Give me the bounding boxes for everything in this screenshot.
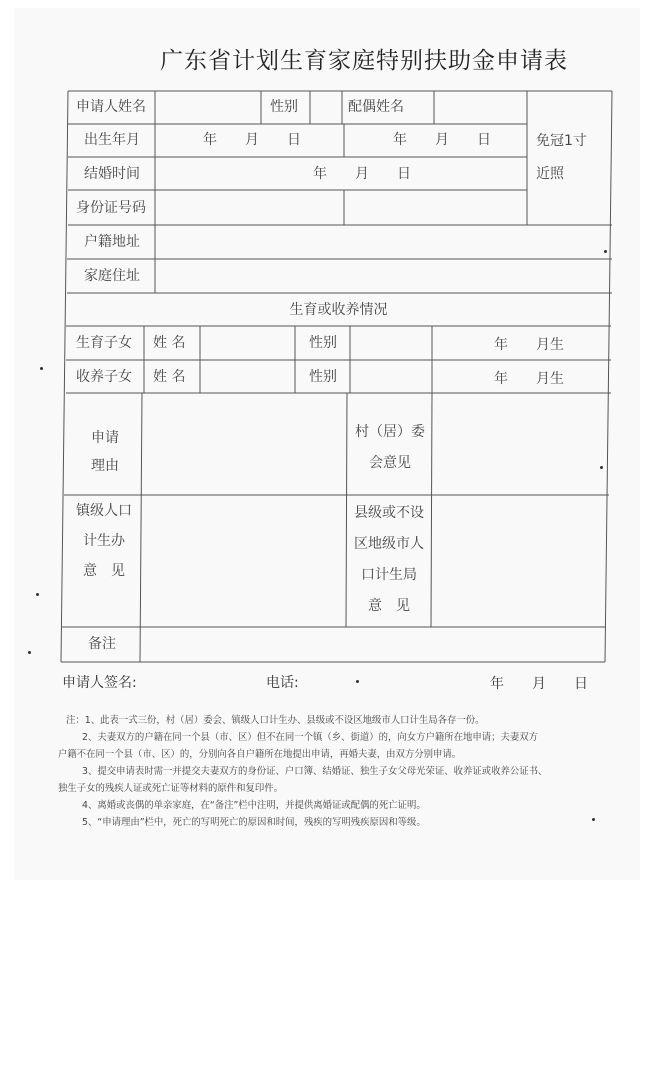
marriage-date: 年 月 日 [313, 166, 411, 182]
town-opinion-line1: 镇级人口 [76, 503, 132, 519]
adopt-child-label: 收养子女 [76, 369, 132, 385]
scan-speck [40, 367, 43, 370]
gender-label: 性别 [270, 99, 298, 115]
applicant-birth-date: 年 月 日 [203, 132, 301, 148]
adopt-child-name-label: 姓 名 [153, 369, 186, 385]
reason-label-line1: 申请 [91, 430, 119, 446]
signature-label: 申请人签名: [62, 675, 137, 691]
home-address-label: 家庭住址 [84, 268, 140, 284]
scan-speck [592, 818, 595, 821]
photo-label-line2: 近照 [536, 166, 564, 182]
note-line-2: 2、夫妻双方的户籍在同一个县（市、区）但不在同一个镇（乡、街道）的，向女方户籍所在地申请；夫妻双方 [82, 732, 538, 743]
county-opinion-label [347, 498, 431, 622]
town-opinion-label [66, 496, 142, 586]
county-opinion-line1: 县级或不设 [354, 505, 424, 521]
phone-label: 电话: [266, 675, 299, 691]
note-line-1: 注：1、此表一式三份，村（居）委会、镇级人口计生办、县级或不设区地级市人口计生局各存一份。 [66, 715, 485, 726]
county-opinion-line3: 口计生局 [361, 567, 417, 583]
note-line-7: 5、“申请理由”栏中，死亡的写明死亡的原因和时间，残疾的写明残疾原因和等级。 [82, 817, 426, 828]
household-address-label: 户籍地址 [84, 234, 140, 250]
note-line-5: 独生子女的残疾人证或死亡证等材料的原件和复印件。 [58, 783, 284, 794]
scan-speck [356, 680, 359, 683]
applicant-name-label: 申请人姓名 [76, 99, 146, 115]
scan-speck [600, 466, 603, 469]
scan-speck [28, 651, 31, 654]
children-section-heading: 生育或收养情况 [289, 302, 388, 318]
signature-date: 年 月 日 [490, 676, 588, 692]
scan-speck [604, 250, 607, 253]
birth-child-date: 年 月生 [494, 337, 564, 353]
id-number-label: 身份证号码 [76, 200, 146, 216]
photo-label-line1: 免冠1寸 [536, 133, 587, 149]
county-opinion-line2: 区地级市人 [354, 536, 424, 552]
town-opinion-line2: 计生办 [83, 533, 125, 549]
adopt-child-gender-label: 性别 [309, 369, 337, 385]
town-opinion-line3: 意 见 [83, 563, 125, 579]
remarks-label: 备注 [88, 636, 116, 652]
form-title: 广东省计划生育家庭特别扶助金申请表 [160, 48, 568, 74]
county-opinion-line4: 意 见 [368, 598, 410, 614]
village-opinion-line1: 村（居）委 [355, 424, 425, 440]
reason-label-line2: 理由 [91, 458, 119, 474]
note-line-6: 4、离婚或丧偶的单亲家庭，在“备注”栏中注明，并提供离婚证或配偶的死亡证明。 [82, 800, 426, 811]
adopt-child-date: 年 月生 [494, 371, 564, 387]
village-opinion-label [350, 417, 430, 479]
notes-section [58, 712, 628, 831]
note-line-4: 3、提交申请表时需一并提交夫妻双方的身份证、户口簿、结婚证、独生子女父母光荣证、收养证或收养公证书、 [82, 766, 548, 777]
reason-label [80, 424, 130, 480]
birth-child-name-label: 姓 名 [153, 335, 186, 351]
spouse-birth-date: 年 月 日 [393, 132, 491, 148]
village-opinion-line2: 会意见 [369, 455, 411, 471]
birth-child-label: 生育子女 [76, 335, 132, 351]
birth-child-gender-label: 性别 [309, 335, 337, 351]
scan-speck [36, 593, 39, 596]
note-line-3: 户籍不在同一个县（市、区）的，分别向各自户籍所在地提出申请，再婚夫妻，由双方分别申请。 [58, 749, 462, 760]
spouse-name-label: 配偶姓名 [348, 99, 404, 115]
birth-date-label: 出生年月 [84, 132, 140, 148]
marriage-time-label: 结婚时间 [84, 166, 140, 182]
